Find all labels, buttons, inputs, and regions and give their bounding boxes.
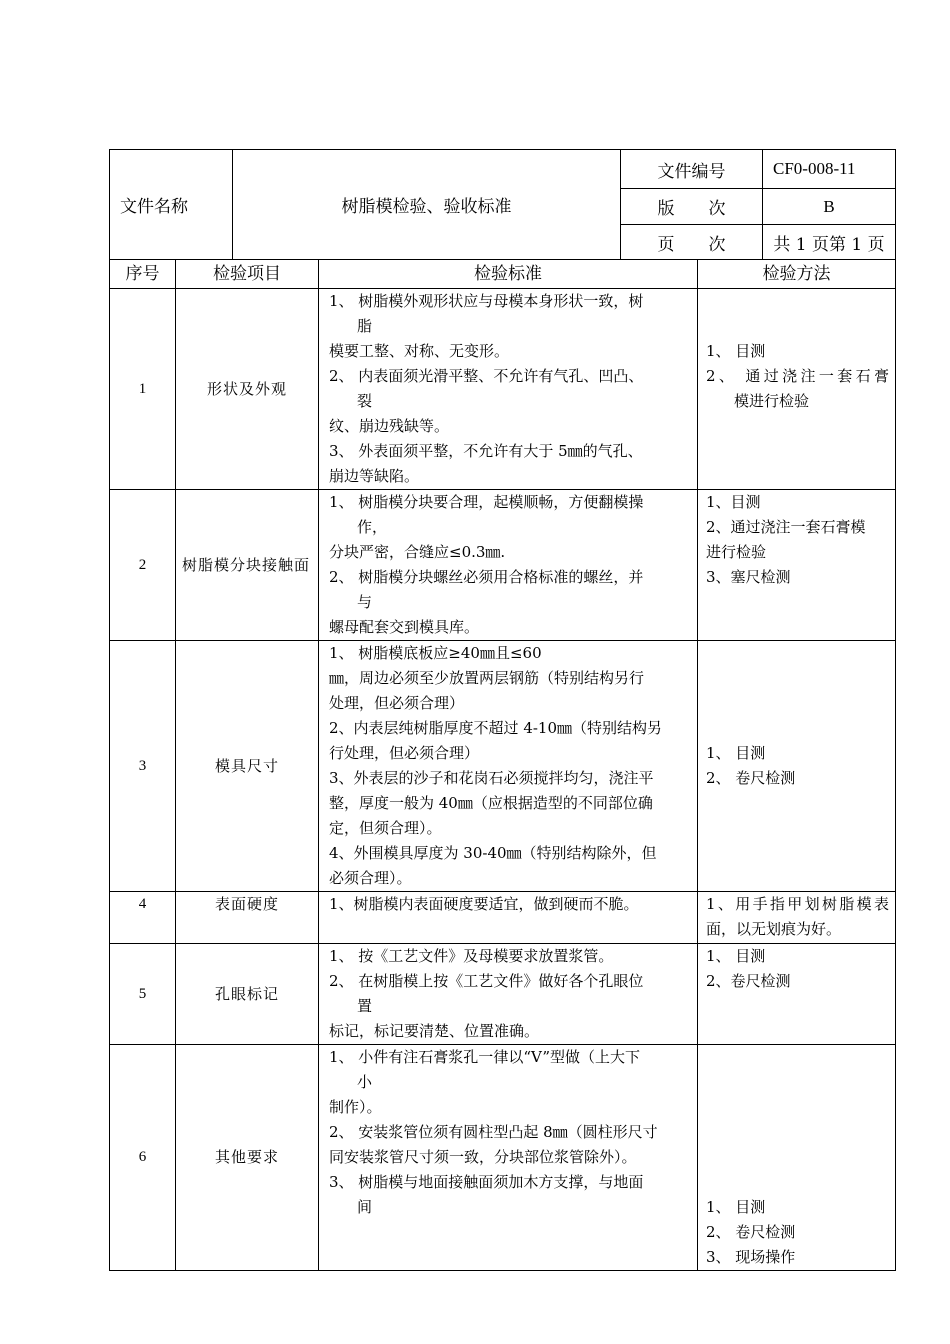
standard-line: 3、 树脂模与地面接触面须加木方支撑，与地面 bbox=[329, 1173, 644, 1191]
inspection-standard bbox=[319, 490, 698, 641]
method-line: 模进行检验 bbox=[734, 392, 810, 410]
inspection-standard bbox=[319, 1045, 698, 1271]
inspection-item: 模具尺寸 bbox=[176, 641, 319, 892]
standard-line: 1、 小件有注石膏浆孔一律以“V”型做（上大下 bbox=[329, 1048, 641, 1066]
doc-number-value: CF0-008-11 bbox=[763, 150, 896, 189]
standard-line: 小 bbox=[357, 1073, 373, 1091]
row-number: 4 bbox=[110, 892, 176, 944]
standard-line: 处理，但必须合理） bbox=[329, 694, 465, 712]
column-header-method: 检验方法 bbox=[698, 260, 896, 289]
standard-line: 3、外表层的沙子和花岗石必须搅拌均匀，浇注平 bbox=[329, 769, 654, 787]
standard-line: 1、 按《工艺文件》及母模要求放置浆管。 bbox=[329, 947, 614, 965]
standard-line: 制作）。 bbox=[329, 1098, 382, 1116]
page-label: 页 次 bbox=[621, 225, 763, 260]
method-line: 进行检验 bbox=[706, 543, 767, 561]
standard-line: 定，但须合理）。 bbox=[329, 819, 442, 837]
inspection-standard bbox=[319, 892, 698, 944]
inspection-item: 其他要求 bbox=[176, 1045, 319, 1271]
column-header-no: 序号 bbox=[110, 260, 176, 289]
standard-line: ㎜，周边必须至少放置两层钢筋（特别结构另行 bbox=[329, 669, 645, 687]
inspection-method bbox=[698, 944, 896, 1045]
method-line: 3、塞尺检测 bbox=[706, 568, 791, 586]
table-row bbox=[110, 944, 896, 1045]
row-number: 3 bbox=[110, 641, 176, 892]
table-row bbox=[110, 641, 896, 892]
method-line: 2、通过浇注一套石膏模 bbox=[706, 518, 866, 536]
inspection-method bbox=[698, 1045, 896, 1271]
column-header-standard: 检验标准 bbox=[319, 260, 698, 289]
standard-line: 同安装浆管尺寸须一致，分块部位浆管除外）。 bbox=[329, 1148, 637, 1166]
file-name-label: 文件名称 bbox=[110, 150, 233, 260]
standard-line: 3、 外表面须平整，不允许有大于 5㎜的气孔、 bbox=[329, 442, 643, 460]
standard-line: 标记，标记要清楚、位置准确。 bbox=[329, 1022, 540, 1040]
standard-line: 1、 树脂模分块要合理，起模顺畅，方便翻模操 bbox=[329, 493, 644, 511]
header-table bbox=[109, 149, 896, 260]
row-number: 1 bbox=[110, 289, 176, 490]
method-line: 1、 目测 bbox=[706, 744, 766, 762]
standard-line: 2、 内表面须光滑平整、不允许有气孔、凹凸、 bbox=[329, 367, 644, 385]
version-label: 版 次 bbox=[621, 189, 763, 225]
inspection-method bbox=[698, 641, 896, 892]
inspection-item: 树脂模分块接触面 bbox=[176, 490, 319, 641]
standard-line: 裂 bbox=[357, 392, 373, 410]
inspection-method bbox=[698, 490, 896, 641]
document-title: 树脂模检验、验收标准 bbox=[233, 150, 621, 260]
method-line: 1、用手指甲划树脂模表 bbox=[706, 895, 889, 913]
standard-line: 脂 bbox=[357, 317, 373, 335]
standard-line: 崩边等缺陷。 bbox=[329, 467, 420, 485]
table-row bbox=[110, 892, 896, 944]
standard-line: 置 bbox=[357, 997, 373, 1015]
standard-line: 螺母配套交到模具库。 bbox=[329, 618, 480, 636]
standard-line: 4、外围模具厚度为 30-40㎜（特别结构除外，但 bbox=[329, 844, 657, 862]
method-line: 3、 现场操作 bbox=[706, 1248, 796, 1266]
standard-line: 1、树脂模内表面硬度要适宜，做到硬而不脆。 bbox=[329, 895, 639, 913]
method-line: 2、 通过浇注一套石膏 bbox=[706, 367, 889, 385]
standard-line: 2、内表层纯树脂厚度不超过 4-10㎜（特别结构另 bbox=[329, 719, 663, 737]
method-line: 2、 卷尺检测 bbox=[706, 769, 796, 787]
standard-line: 2、 安装浆管位须有圆柱型凸起 8㎜（圆柱形尺寸 bbox=[329, 1123, 658, 1141]
standard-line: 2、 在树脂模上按《工艺文件》做好各个孔眼位 bbox=[329, 972, 644, 990]
row-number: 6 bbox=[110, 1045, 176, 1271]
inspection-item: 孔眼标记 bbox=[176, 944, 319, 1045]
inspection-method bbox=[698, 289, 896, 490]
method-line: 2、卷尺检测 bbox=[706, 972, 791, 990]
standard-line: 间 bbox=[357, 1198, 373, 1216]
method-line: 1、 目测 bbox=[706, 1198, 766, 1216]
method-line: 2、 卷尺检测 bbox=[706, 1223, 796, 1241]
table-row bbox=[110, 289, 896, 490]
standard-line: 2、 树脂模分块螺丝必须用合格标准的螺丝，并 bbox=[329, 568, 644, 586]
standard-line: 模要工整、对称、无变形。 bbox=[329, 342, 510, 360]
inspection-standard bbox=[319, 289, 698, 490]
standard-line: 纹、崩边残缺等。 bbox=[329, 417, 450, 435]
page-value: 共 1 页第 1 页 bbox=[763, 225, 896, 260]
standard-line: 1、 树脂模外观形状应与母模本身形状一致，树 bbox=[329, 292, 644, 310]
doc-number-label: 文件编号 bbox=[621, 150, 763, 189]
version-value: B bbox=[763, 189, 896, 225]
standard-line: 分块严密，合缝应≤0.3㎜. bbox=[329, 543, 506, 561]
standard-line: 行处理，但必须合理） bbox=[329, 744, 480, 762]
table-header-row bbox=[110, 260, 896, 289]
inspection-standard bbox=[319, 641, 698, 892]
inspection-item: 表面硬度 bbox=[176, 892, 319, 944]
column-header-item: 检验项目 bbox=[176, 260, 319, 289]
method-line: 面，以无划痕为好。 bbox=[706, 920, 842, 938]
inspection-standard bbox=[319, 944, 698, 1045]
table-row bbox=[110, 1045, 896, 1271]
inspection-method bbox=[698, 892, 896, 944]
inspection-table bbox=[109, 259, 896, 1271]
standard-line: 必须合理）。 bbox=[329, 869, 412, 887]
standard-line: 与 bbox=[357, 593, 373, 611]
method-line: 1、 目测 bbox=[706, 947, 766, 965]
standard-line: 作， bbox=[357, 518, 388, 536]
row-number: 5 bbox=[110, 944, 176, 1045]
method-line: 1、 目测 bbox=[706, 342, 766, 360]
standard-line: 1、 树脂模底板应≥40㎜且≤60 bbox=[329, 644, 542, 662]
row-number: 2 bbox=[110, 490, 176, 641]
inspection-item: 形状及外观 bbox=[176, 289, 319, 490]
standard-line: 整，厚度一般为 40㎜（应根据造型的不同部位确 bbox=[329, 794, 653, 812]
method-line: 1、目测 bbox=[706, 493, 761, 511]
table-row bbox=[110, 490, 896, 641]
